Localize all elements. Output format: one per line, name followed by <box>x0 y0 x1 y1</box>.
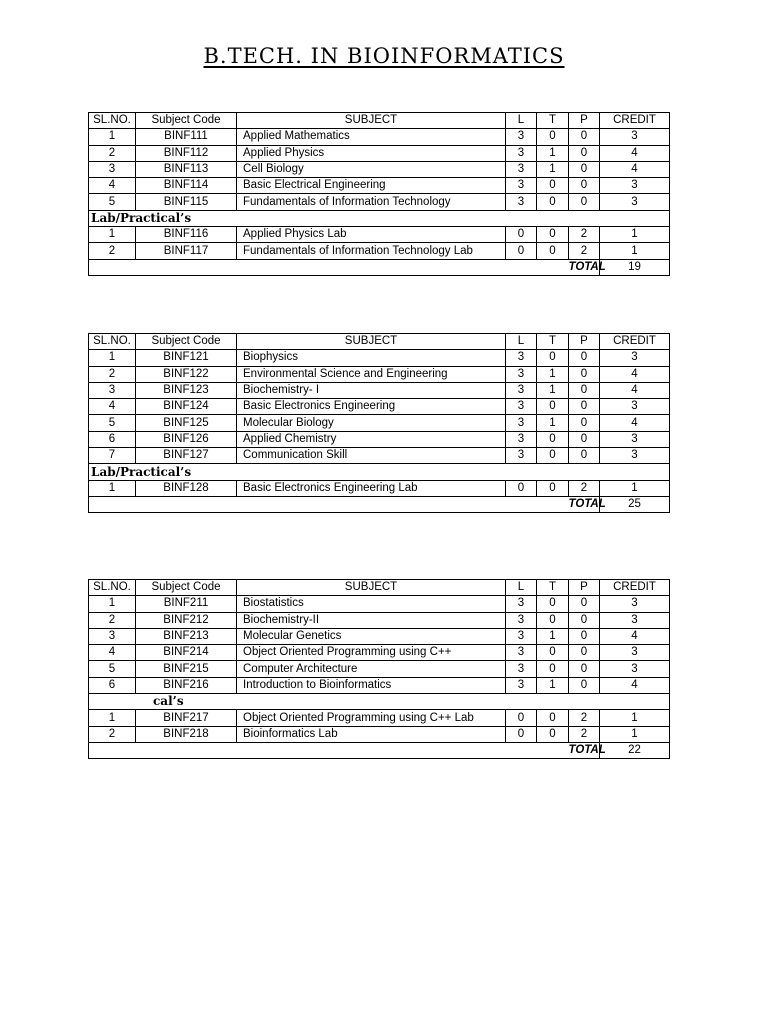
column-header: P <box>569 113 600 129</box>
lab-section-row <box>89 210 670 226</box>
table-row <box>89 350 670 366</box>
tutorial-cell: 0 <box>537 431 569 447</box>
subject-cell: Basic Electronics Engineering Lab <box>237 480 506 496</box>
subject-cell: Molecular Genetics <box>237 628 506 644</box>
total-label: TOTAL <box>569 496 600 512</box>
credit-cell: 3 <box>600 431 670 447</box>
practical-cell: 2 <box>569 243 600 259</box>
subject-code-cell: BINF217 <box>136 710 237 726</box>
subject-code-cell: BINF127 <box>136 448 237 464</box>
total-row <box>89 496 670 512</box>
tutorial-cell: 0 <box>537 661 569 677</box>
sl-no-cell: 1 <box>89 596 136 612</box>
tutorial-cell: 1 <box>537 628 569 644</box>
subject-code-cell: BINF116 <box>136 227 237 243</box>
subject-cell: Molecular Biology <box>237 415 506 431</box>
credit-cell: 4 <box>600 145 670 161</box>
credit-cell: 4 <box>600 161 670 177</box>
sl-no-cell: 3 <box>89 161 136 177</box>
table-row <box>89 596 670 612</box>
table-row <box>89 227 670 243</box>
credit-cell: 3 <box>600 129 670 145</box>
sl-no-cell: 1 <box>89 129 136 145</box>
subject-code-cell: BINF117 <box>136 243 237 259</box>
lab-section-row <box>89 464 670 480</box>
practical-cell: 0 <box>569 161 600 177</box>
tutorial-cell: 0 <box>537 194 569 210</box>
total-credit-value: 22 <box>600 742 670 758</box>
table-row <box>89 161 670 177</box>
practical-cell: 0 <box>569 448 600 464</box>
subject-code-cell: BINF114 <box>136 178 237 194</box>
column-header: T <box>537 334 569 350</box>
sl-no-cell: 1 <box>89 350 136 366</box>
tutorial-cell: 1 <box>537 382 569 398</box>
subject-cell: Biophysics <box>237 350 506 366</box>
tutorial-cell: 0 <box>537 227 569 243</box>
lecture-cell: 3 <box>506 145 537 161</box>
lecture-cell: 3 <box>506 382 537 398</box>
table-row <box>89 129 670 145</box>
subject-code-cell: BINF212 <box>136 612 237 628</box>
subject-code-cell: BINF128 <box>136 480 237 496</box>
credit-cell: 1 <box>600 710 670 726</box>
credit-cell: 1 <box>600 227 670 243</box>
total-label: TOTAL <box>569 259 600 275</box>
subject-cell: Introduction to Bioinformatics <box>237 677 506 693</box>
sl-no-cell: 5 <box>89 661 136 677</box>
sl-no-cell: 3 <box>89 382 136 398</box>
tutorial-cell: 1 <box>537 415 569 431</box>
column-header: L <box>506 334 537 350</box>
credit-cell: 1 <box>600 243 670 259</box>
tutorial-cell: 0 <box>537 645 569 661</box>
lecture-cell: 3 <box>506 628 537 644</box>
credit-cell: 3 <box>600 399 670 415</box>
total-row <box>89 742 670 758</box>
subject-code-cell: BINF124 <box>136 399 237 415</box>
sl-no-cell: 4 <box>89 178 136 194</box>
practical-cell: 2 <box>569 227 600 243</box>
subject-code-cell: BINF113 <box>136 161 237 177</box>
subject-code-cell: BINF214 <box>136 645 237 661</box>
lecture-cell: 3 <box>506 661 537 677</box>
credit-cell: 1 <box>600 726 670 742</box>
document-title: B.TECH. IN BIOINFORMATICS <box>203 44 565 68</box>
column-header: Subject Code <box>136 580 237 596</box>
table-row <box>89 726 670 742</box>
credit-cell: 3 <box>600 448 670 464</box>
column-header: P <box>569 334 600 350</box>
credit-cell: 3 <box>600 661 670 677</box>
table-row <box>89 612 670 628</box>
total-label: TOTAL <box>569 742 600 758</box>
subject-cell: Fundamentals of Information Technology Lab <box>237 243 506 259</box>
lecture-cell: 3 <box>506 399 537 415</box>
practical-cell: 2 <box>569 710 600 726</box>
subject-cell: Applied Physics Lab <box>237 227 506 243</box>
credit-cell: 3 <box>600 645 670 661</box>
lecture-cell: 3 <box>506 194 537 210</box>
table-row <box>89 194 670 210</box>
subject-code-cell: BINF123 <box>136 382 237 398</box>
tutorial-cell: 0 <box>537 612 569 628</box>
total-row <box>89 259 670 275</box>
practical-cell: 0 <box>569 129 600 145</box>
subject-cell: Fundamentals of Information Technology <box>237 194 506 210</box>
practical-cell: 0 <box>569 415 600 431</box>
lecture-cell: 3 <box>506 448 537 464</box>
table-row <box>89 366 670 382</box>
credit-cell: 3 <box>600 178 670 194</box>
practical-cell: 0 <box>569 145 600 161</box>
practical-cell: 2 <box>569 726 600 742</box>
lecture-cell: 3 <box>506 415 537 431</box>
table-row <box>89 145 670 161</box>
lecture-cell: 3 <box>506 161 537 177</box>
subject-cell: Environmental Science and Engineering <box>237 366 506 382</box>
sl-no-cell: 6 <box>89 677 136 693</box>
practical-cell: 0 <box>569 645 600 661</box>
column-header: SUBJECT <box>237 334 506 350</box>
subject-cell: Communication Skill <box>237 448 506 464</box>
sl-no-cell: 3 <box>89 628 136 644</box>
credit-cell: 3 <box>600 596 670 612</box>
tutorial-cell: 0 <box>537 178 569 194</box>
column-header: SL.NO. <box>89 113 136 129</box>
tutorial-cell: 0 <box>537 726 569 742</box>
sl-no-cell: 4 <box>89 645 136 661</box>
lab-section-heading: Lab/Practical’s <box>89 464 670 480</box>
practical-cell: 0 <box>569 431 600 447</box>
practical-cell: 0 <box>569 661 600 677</box>
tutorial-cell: 1 <box>537 366 569 382</box>
column-header: CREDIT <box>600 113 670 129</box>
table-row <box>89 645 670 661</box>
subject-code-cell: BINF115 <box>136 194 237 210</box>
sl-no-cell: 1 <box>89 480 136 496</box>
lecture-cell: 3 <box>506 677 537 693</box>
tutorial-cell: 1 <box>537 161 569 177</box>
column-header: Subject Code <box>136 334 237 350</box>
table-row <box>89 431 670 447</box>
table-row <box>89 178 670 194</box>
total-spacer <box>89 259 569 275</box>
subject-code-cell: BINF218 <box>136 726 237 742</box>
tutorial-cell: 0 <box>537 448 569 464</box>
practical-cell: 0 <box>569 628 600 644</box>
sl-no-cell: 2 <box>89 145 136 161</box>
subject-cell: Biochemistry-II <box>237 612 506 628</box>
practical-cell: 0 <box>569 382 600 398</box>
subject-code-cell: BINF121 <box>136 350 237 366</box>
lecture-cell: 3 <box>506 596 537 612</box>
lecture-cell: 3 <box>506 612 537 628</box>
lecture-cell: 3 <box>506 350 537 366</box>
table-header-row <box>89 334 670 350</box>
tutorial-cell: 0 <box>537 129 569 145</box>
column-header: CREDIT <box>600 580 670 596</box>
subject-code-cell: BINF216 <box>136 677 237 693</box>
subject-cell: Bioinformatics Lab <box>237 726 506 742</box>
practical-cell: 0 <box>569 350 600 366</box>
practical-cell: 0 <box>569 366 600 382</box>
subject-cell: Applied Chemistry <box>237 431 506 447</box>
practical-cell: 0 <box>569 677 600 693</box>
sl-no-cell: 2 <box>89 366 136 382</box>
column-header: L <box>506 113 537 129</box>
sl-no-cell: 2 <box>89 243 136 259</box>
table-row <box>89 661 670 677</box>
practical-cell: 0 <box>569 612 600 628</box>
table-row <box>89 480 670 496</box>
credit-cell: 1 <box>600 480 670 496</box>
credit-cell: 4 <box>600 366 670 382</box>
semester-table-1 <box>88 112 670 276</box>
subject-code-cell: BINF111 <box>136 129 237 145</box>
lecture-cell: 0 <box>506 480 537 496</box>
total-credit-value: 19 <box>600 259 670 275</box>
tutorial-cell: 0 <box>537 243 569 259</box>
credit-cell: 3 <box>600 612 670 628</box>
practical-cell: 0 <box>569 194 600 210</box>
lab-section-heading: cal’s <box>89 694 670 710</box>
practical-cell: 0 <box>569 596 600 612</box>
sl-no-cell: 2 <box>89 612 136 628</box>
sl-no-cell: 5 <box>89 415 136 431</box>
total-credit-value: 25 <box>600 496 670 512</box>
table-row <box>89 243 670 259</box>
table-row <box>89 628 670 644</box>
lecture-cell: 0 <box>506 243 537 259</box>
tutorial-cell: 1 <box>537 677 569 693</box>
lab-section-row <box>89 694 670 710</box>
total-spacer <box>89 742 569 758</box>
semester-table-2 <box>88 333 670 513</box>
subject-cell: Basic Electronics Engineering <box>237 399 506 415</box>
total-spacer <box>89 496 569 512</box>
column-header: T <box>537 113 569 129</box>
tutorial-cell: 1 <box>537 145 569 161</box>
tutorial-cell: 0 <box>537 350 569 366</box>
lecture-cell: 3 <box>506 431 537 447</box>
lecture-cell: 3 <box>506 129 537 145</box>
practical-cell: 0 <box>569 399 600 415</box>
column-header: P <box>569 580 600 596</box>
table-row <box>89 448 670 464</box>
sl-no-cell: 7 <box>89 448 136 464</box>
table-row <box>89 677 670 693</box>
column-header: CREDIT <box>600 334 670 350</box>
practical-cell: 2 <box>569 480 600 496</box>
lecture-cell: 3 <box>506 366 537 382</box>
semester-table-3 <box>88 579 670 759</box>
subject-cell: Biostatistics <box>237 596 506 612</box>
sl-no-cell: 1 <box>89 710 136 726</box>
table-row <box>89 415 670 431</box>
subject-cell: Applied Physics <box>237 145 506 161</box>
subject-cell: Object Oriented Programming using C++ Lab <box>237 710 506 726</box>
subject-code-cell: BINF211 <box>136 596 237 612</box>
subject-cell: Computer Architecture <box>237 661 506 677</box>
table-row <box>89 710 670 726</box>
tutorial-cell: 0 <box>537 710 569 726</box>
lecture-cell: 0 <box>506 710 537 726</box>
credit-cell: 4 <box>600 382 670 398</box>
subject-code-cell: BINF126 <box>136 431 237 447</box>
sl-no-cell: 5 <box>89 194 136 210</box>
subject-cell: Object Oriented Programming using C++ <box>237 645 506 661</box>
credit-cell: 3 <box>600 350 670 366</box>
column-header: T <box>537 580 569 596</box>
subject-code-cell: BINF213 <box>136 628 237 644</box>
table-row <box>89 399 670 415</box>
sl-no-cell: 6 <box>89 431 136 447</box>
credit-cell: 4 <box>600 677 670 693</box>
lecture-cell: 0 <box>506 227 537 243</box>
subject-cell: Basic Electrical Engineering <box>237 178 506 194</box>
credit-cell: 3 <box>600 194 670 210</box>
sl-no-cell: 4 <box>89 399 136 415</box>
subject-cell: Biochemistry- I <box>237 382 506 398</box>
tutorial-cell: 0 <box>537 480 569 496</box>
lab-section-heading: Lab/Practical’s <box>89 210 670 226</box>
column-header: SUBJECT <box>237 113 506 129</box>
column-header: SL.NO. <box>89 580 136 596</box>
sl-no-cell: 1 <box>89 227 136 243</box>
lecture-cell: 3 <box>506 178 537 194</box>
table-header-row <box>89 580 670 596</box>
subject-cell: Applied Mathematics <box>237 129 506 145</box>
sl-no-cell: 2 <box>89 726 136 742</box>
column-header: SL.NO. <box>89 334 136 350</box>
credit-cell: 4 <box>600 628 670 644</box>
subject-code-cell: BINF122 <box>136 366 237 382</box>
table-header-row <box>89 113 670 129</box>
subject-code-cell: BINF112 <box>136 145 237 161</box>
table-row <box>89 382 670 398</box>
lecture-cell: 3 <box>506 645 537 661</box>
subject-code-cell: BINF125 <box>136 415 237 431</box>
column-header: L <box>506 580 537 596</box>
credit-cell: 4 <box>600 415 670 431</box>
column-header: SUBJECT <box>237 580 506 596</box>
tutorial-cell: 0 <box>537 399 569 415</box>
subject-code-cell: BINF215 <box>136 661 237 677</box>
lecture-cell: 0 <box>506 726 537 742</box>
column-header: Subject Code <box>136 113 237 129</box>
subject-cell: Cell Biology <box>237 161 506 177</box>
tutorial-cell: 0 <box>537 596 569 612</box>
practical-cell: 0 <box>569 178 600 194</box>
